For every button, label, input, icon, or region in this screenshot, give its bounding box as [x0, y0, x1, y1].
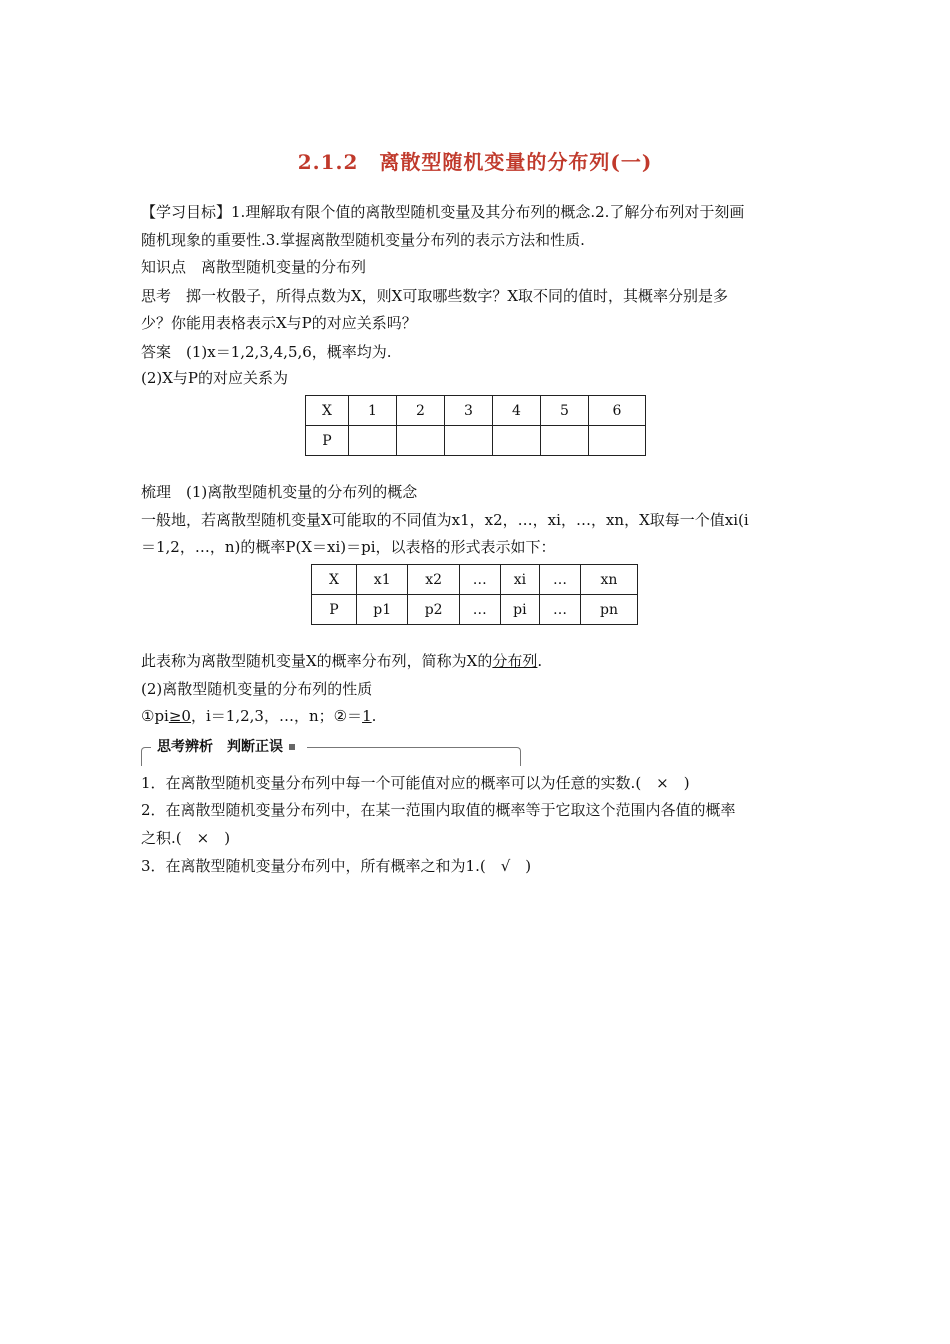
learning-goals-text1: 1.理解取有限个值的离散型随机变量及其分布列的概念.2.了解分布列对于刻画 — [231, 203, 745, 221]
table-cell: xi — [500, 565, 539, 595]
property-2-value: 1 — [362, 707, 372, 725]
judgment-1: 1．在离散型随机变量分布列中每一个可能值对应的概率可以为任意的实数.( × ) — [141, 774, 690, 792]
table-cell: p2 — [408, 595, 459, 625]
general-distribution-table — [311, 564, 638, 625]
table-cell — [493, 426, 541, 456]
table-cell: pn — [581, 595, 638, 625]
think-question-line2: 少？你能用表格表示X与P的对应关系吗？ — [141, 314, 417, 332]
answer-line2: (2)X与P的对应关系为 — [141, 369, 289, 387]
page-title: 2.1.2 离散型随机变量的分布列(一) — [297, 150, 653, 174]
property-end: . — [371, 707, 377, 725]
table-cell: P — [306, 426, 349, 456]
learning-goals-line2: 随机现象的重要性.3.掌握离散型随机变量分布列的表示方法和性质. — [141, 231, 585, 249]
table-cell: xn — [581, 565, 638, 595]
table-note-end: . — [537, 652, 543, 670]
table-cell: x2 — [408, 565, 459, 595]
judgment-2-line1: 2．在离散型随机变量分布列中，在某一范围内取值的概率等于它取这个范围内各值的概率 — [141, 801, 736, 819]
sort-line3: ＝1,2，…，n)的概率P(X＝xi)＝pi，以表格的形式表示如下： — [141, 538, 556, 556]
table-cell: 5 — [541, 396, 589, 426]
property-2-text: ，i＝1,2,3，…，n；②＝ — [190, 707, 363, 725]
think-discuss-section-header — [141, 737, 519, 765]
table-cell: X — [306, 396, 349, 426]
table-note-text: 此表称为离散型随机变量X的概率分布列，简称为X的 — [141, 652, 493, 670]
knowledge-point-heading: 知识点 离散型随机变量的分布列 — [141, 258, 367, 276]
table-cell: X — [312, 565, 357, 595]
section-title-left: 思考辨析 — [157, 739, 213, 755]
sort-heading: 梳理 (1)离散型随机变量的分布列的概念 — [141, 483, 418, 501]
table-cell: … — [459, 595, 500, 625]
table-cell: 4 — [493, 396, 541, 426]
property-1-prefix: ①pi — [141, 707, 169, 725]
table-cell: 2 — [397, 396, 445, 426]
judgment-3: 3．在离散型随机变量分布列中，所有概率之和为1.( √ ) — [141, 857, 532, 875]
table-cell: … — [540, 595, 581, 625]
sort-line2: 一般地，若离散型随机变量X可能取的不同值为x1，x2，…，xi，…，xn，X取每一个值xi(i — [141, 511, 749, 529]
properties-heading: (2)离散型随机变量的分布列的性质 — [141, 680, 373, 698]
table-cell: x1 — [357, 565, 408, 595]
section-title-right: 判断正误 — [227, 739, 283, 755]
table-row — [312, 595, 638, 625]
table-cell: 3 — [445, 396, 493, 426]
properties-line — [141, 706, 376, 726]
table-cell — [445, 426, 493, 456]
dice-distribution-table — [305, 395, 646, 456]
table-cell: p1 — [357, 595, 408, 625]
table-cell — [397, 426, 445, 456]
think-question-line1: 思考 掷一枚骰子，所得点数为X，则X可取哪些数字？X取不同的值时，其概率分别是多 — [141, 287, 729, 305]
table-cell — [349, 426, 397, 456]
table-cell: 6 — [589, 396, 646, 426]
section-label — [151, 737, 307, 757]
table-row — [306, 396, 646, 426]
table-cell: … — [540, 565, 581, 595]
learning-goals-line1 — [141, 202, 744, 222]
answer-line1: 答案 (1)x＝1,2,3,4,5,6，概率均为. — [141, 343, 392, 361]
table-row — [306, 426, 646, 456]
table-note-line — [141, 651, 542, 671]
section-dot-icon — [289, 744, 295, 750]
judgment-2-line2: 之积.( × ) — [141, 829, 231, 847]
table-cell: … — [459, 565, 500, 595]
property-1-value: ≥0 — [168, 707, 191, 725]
table-cell: pi — [500, 595, 539, 625]
table-cell — [541, 426, 589, 456]
learning-goals-label: 【学习目标】 — [141, 203, 232, 221]
table-cell: 1 — [349, 396, 397, 426]
table-cell: P — [312, 595, 357, 625]
table-cell — [589, 426, 646, 456]
table-row — [312, 565, 638, 595]
distribution-term: 分布列 — [492, 652, 538, 670]
